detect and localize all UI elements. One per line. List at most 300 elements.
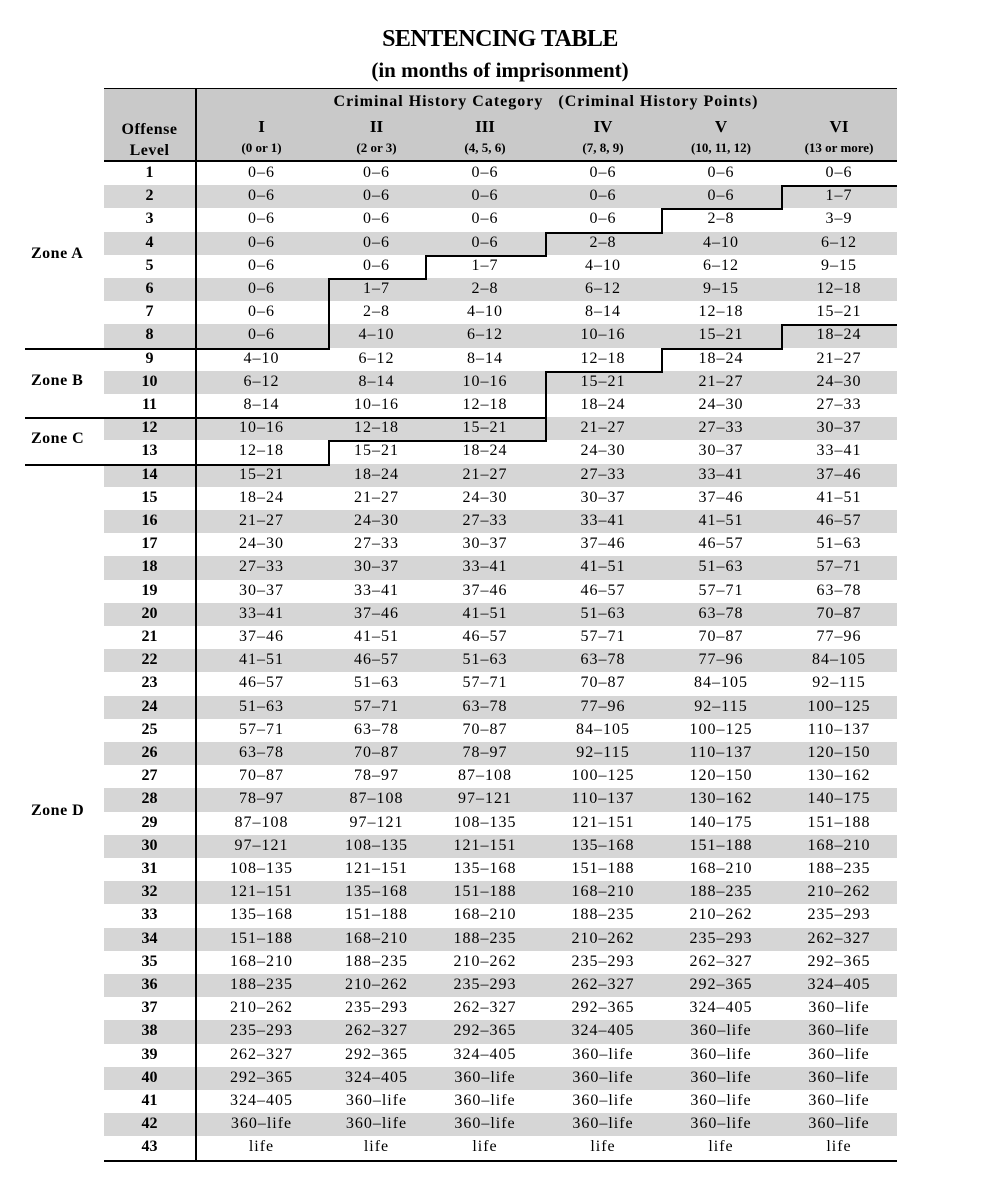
table-cell: 70–87 bbox=[462, 720, 508, 738]
table-cell: 18–24 bbox=[354, 465, 399, 483]
table-cell: 51–63 bbox=[239, 697, 284, 715]
offense-level: 22 bbox=[141, 651, 158, 669]
table-cell: 168–210 bbox=[689, 860, 753, 877]
zone-a-boundary-h bbox=[195, 348, 328, 350]
table-cell: 292–365 bbox=[453, 1022, 517, 1040]
table-cell: 188–235 bbox=[453, 929, 517, 947]
table-cell: 360–life bbox=[690, 1068, 752, 1086]
zone-label: Zone C bbox=[31, 430, 85, 447]
table-cell: 360–life bbox=[454, 1115, 516, 1133]
table-cell: 168–210 bbox=[345, 929, 408, 947]
table-cell: 292–365 bbox=[571, 999, 635, 1017]
table-cell: 360–life bbox=[572, 1068, 634, 1086]
zone-c-boundary-v bbox=[661, 348, 663, 373]
table-cell: 210–262 bbox=[453, 952, 517, 970]
zone-label: Zone A bbox=[31, 245, 84, 262]
table-cell: 292–365 bbox=[230, 1068, 293, 1086]
table-cell: 46–57 bbox=[580, 581, 626, 599]
table-cell: 51–63 bbox=[354, 674, 399, 692]
table-cell: 235–293 bbox=[230, 1022, 293, 1040]
table-cell: 78–97 bbox=[354, 767, 399, 785]
table-cell: 0–6 bbox=[471, 187, 499, 205]
table-cell: 12–18 bbox=[698, 303, 744, 321]
table-cell: 210–262 bbox=[689, 906, 753, 924]
table-cell: 0–6 bbox=[248, 256, 275, 274]
table-cell: life bbox=[826, 1138, 852, 1156]
table-cell: 188–235 bbox=[230, 976, 293, 993]
offense-level: 42 bbox=[141, 1115, 158, 1133]
offense-level: 14 bbox=[141, 465, 158, 483]
table-cell: 292–365 bbox=[345, 1045, 408, 1063]
offense-level: 12 bbox=[141, 419, 158, 437]
table-cell: 140–175 bbox=[689, 813, 753, 831]
zone-a-boundary-v bbox=[781, 185, 783, 210]
table-cell: 8–14 bbox=[585, 303, 621, 321]
table-cell: 27–33 bbox=[816, 396, 862, 413]
header-top-rule bbox=[104, 88, 897, 89]
table-cell: 140–175 bbox=[807, 790, 871, 808]
table-cell: 12–18 bbox=[354, 419, 399, 437]
table-cell: 15–21 bbox=[816, 303, 862, 321]
table-cell: 188–235 bbox=[571, 906, 635, 924]
table-cell: 324–405 bbox=[689, 999, 753, 1017]
table-cell: 360–life bbox=[690, 1115, 752, 1133]
table-cell: 120–150 bbox=[689, 767, 753, 785]
table-cell: life bbox=[363, 1138, 390, 1156]
table-cell: 87–108 bbox=[458, 767, 512, 785]
table-cell: 41–51 bbox=[816, 488, 862, 506]
table-cell: 27–33 bbox=[698, 419, 744, 437]
offense-level: 34 bbox=[141, 929, 158, 947]
table-cell: 37–46 bbox=[580, 535, 626, 553]
table-cell: 324–405 bbox=[453, 1045, 517, 1063]
table-cell: 0–6 bbox=[825, 164, 853, 181]
table-cell: 151–188 bbox=[453, 883, 517, 901]
page-title: SENTENCING TABLE bbox=[382, 26, 618, 52]
table-cell: 63–78 bbox=[462, 697, 508, 715]
table-cell: 0–6 bbox=[363, 256, 390, 274]
table-cell: 97–121 bbox=[234, 836, 289, 854]
table-cell: 0–6 bbox=[248, 280, 275, 297]
offense-level: 43 bbox=[141, 1138, 158, 1156]
table-cell: 100–125 bbox=[571, 767, 635, 785]
table-cell: 15–21 bbox=[698, 326, 744, 344]
table-cell: 262–327 bbox=[230, 1045, 293, 1063]
offense-level: 27 bbox=[141, 767, 158, 785]
table-cell: 188–235 bbox=[689, 883, 753, 901]
table-cell: 21–27 bbox=[462, 465, 508, 483]
zone-label: Zone B bbox=[31, 372, 84, 389]
offense-level: 10 bbox=[141, 372, 158, 390]
offense-level: 3 bbox=[145, 210, 154, 228]
offense-level: 4 bbox=[145, 233, 154, 251]
table-cell: 360–life bbox=[808, 1022, 870, 1040]
offense-level: 7 bbox=[145, 303, 154, 321]
table-cell: 41–51 bbox=[354, 628, 399, 645]
table-cell: life bbox=[248, 1138, 275, 1156]
zone-a-boundary-h bbox=[661, 208, 781, 210]
table-cell: 292–365 bbox=[807, 952, 871, 970]
zone-c-boundary-h bbox=[195, 464, 328, 466]
table-cell: 360–life bbox=[454, 1092, 516, 1109]
category-iii-label: III bbox=[475, 117, 495, 136]
table-cell: 63–78 bbox=[816, 581, 862, 599]
table-cell: 360–life bbox=[808, 1092, 870, 1109]
table-cell: 235–293 bbox=[807, 906, 871, 924]
table-cell: 235–293 bbox=[571, 952, 635, 970]
table-cell: 24–30 bbox=[354, 512, 399, 529]
table-cell: 151–188 bbox=[571, 860, 635, 877]
table-cell: 262–327 bbox=[807, 929, 871, 947]
table-cell: 0–6 bbox=[248, 210, 275, 228]
table-cell: 0–6 bbox=[471, 233, 499, 251]
zone-separator bbox=[25, 348, 195, 350]
table-cell: 121–151 bbox=[453, 836, 517, 854]
table-cell: 18–24 bbox=[816, 326, 862, 344]
offense-level: 23 bbox=[141, 674, 158, 692]
table-cell: 188–235 bbox=[345, 952, 408, 970]
table-cell: 12–18 bbox=[580, 349, 626, 367]
table-cell: 360–life bbox=[690, 1092, 752, 1109]
offense-level: 26 bbox=[141, 744, 158, 761]
table-cell: 97–121 bbox=[458, 790, 512, 808]
offense-level: 36 bbox=[141, 976, 158, 993]
table-cell: 4–10 bbox=[585, 256, 621, 274]
offense-level: 6 bbox=[145, 280, 154, 297]
zone-c-boundary-h bbox=[328, 440, 425, 442]
offense-level: 18 bbox=[141, 558, 158, 576]
table-cell: 262–327 bbox=[571, 976, 635, 993]
table-cell: 360–life bbox=[572, 1092, 634, 1109]
table-cell: 324–405 bbox=[807, 976, 871, 993]
table-cell: 110–137 bbox=[689, 744, 753, 761]
table-cell: 41–51 bbox=[580, 558, 626, 576]
table-cell: 9–15 bbox=[703, 280, 739, 297]
table-cell: 6–12 bbox=[821, 233, 857, 251]
table-cell: 15–21 bbox=[354, 442, 399, 460]
table-cell: 235–293 bbox=[453, 976, 517, 993]
table-cell: 0–6 bbox=[248, 303, 275, 321]
table-cell: 108–135 bbox=[453, 813, 517, 831]
table-cell: 6–12 bbox=[358, 349, 395, 367]
table-cell: 33–41 bbox=[239, 604, 284, 622]
category-vi-points: (13 or more) bbox=[804, 140, 874, 155]
table-cell: 360–life bbox=[808, 1068, 870, 1086]
table-cell: 6–12 bbox=[243, 372, 280, 390]
table-cell: 70–87 bbox=[816, 604, 862, 622]
table-cell: 4–10 bbox=[703, 233, 739, 251]
table-cell: 33–41 bbox=[698, 465, 744, 483]
category-iii-points: (4, 5, 6) bbox=[464, 140, 506, 155]
table-cell: 151–188 bbox=[807, 813, 871, 831]
offense-level: 2 bbox=[145, 187, 154, 205]
table-cell: 18–24 bbox=[580, 396, 626, 413]
table-cell: 30–37 bbox=[462, 535, 508, 553]
offense-level: 31 bbox=[141, 860, 158, 877]
offense-level: 19 bbox=[141, 581, 158, 599]
offense-level: 9 bbox=[145, 349, 154, 367]
table-cell: 70–87 bbox=[580, 674, 626, 692]
table-cell: 151–188 bbox=[230, 929, 293, 947]
table-cell: 100–125 bbox=[807, 697, 871, 715]
table-cell: 51–63 bbox=[462, 651, 508, 669]
page-subtitle: (in months of imprisonment) bbox=[371, 58, 629, 82]
table-cell: 9–15 bbox=[821, 256, 857, 274]
table-cell: 57–71 bbox=[462, 674, 508, 692]
table-cell: 360–life bbox=[690, 1045, 752, 1063]
table-cell: 92–115 bbox=[576, 744, 630, 761]
table-cell: 30–37 bbox=[239, 581, 284, 599]
zone-label: Zone D bbox=[31, 802, 85, 819]
table-cell: 360–life bbox=[345, 1092, 408, 1109]
offense-level: 28 bbox=[141, 790, 158, 808]
table-cell: 2–8 bbox=[589, 233, 617, 251]
table-cell: 70–87 bbox=[239, 767, 284, 785]
table-cell: 360–life bbox=[808, 1115, 870, 1133]
table-cell: 37–46 bbox=[354, 604, 399, 622]
table-cell: 360–life bbox=[345, 1115, 408, 1133]
offense-level: 5 bbox=[145, 256, 154, 274]
table-cell: 4–10 bbox=[467, 303, 503, 321]
table-cell: 0–6 bbox=[471, 210, 499, 228]
table-cell: 27–33 bbox=[239, 558, 284, 576]
table-cell: 235–293 bbox=[345, 999, 408, 1017]
table-cell: 41–51 bbox=[698, 512, 744, 529]
table-cell: 120–150 bbox=[807, 744, 871, 761]
table-cell: 51–63 bbox=[580, 604, 626, 622]
offense-level: 1 bbox=[145, 164, 154, 181]
table-cell: 108–135 bbox=[345, 836, 408, 854]
zone-b-boundary-h bbox=[195, 417, 328, 419]
table-cell: life bbox=[708, 1138, 734, 1156]
table-cell: 12–18 bbox=[462, 396, 508, 413]
table-cell: 57–71 bbox=[580, 628, 626, 645]
table-cell: 27–33 bbox=[462, 512, 508, 529]
table-cell: 324–405 bbox=[230, 1092, 293, 1109]
offense-level: 33 bbox=[141, 906, 158, 924]
offense-level: 32 bbox=[141, 883, 158, 901]
table-cell: 18–24 bbox=[462, 442, 508, 460]
zone-c-boundary-h bbox=[661, 348, 781, 350]
table-cell: 262–327 bbox=[453, 999, 517, 1017]
table-cell: 46–57 bbox=[816, 512, 862, 529]
table-cell: 10–16 bbox=[239, 419, 284, 437]
table-cell: 24–30 bbox=[462, 488, 508, 506]
table-cell: 0–6 bbox=[471, 164, 499, 181]
table-cell: 3–9 bbox=[825, 210, 853, 228]
table-cell: 121–151 bbox=[230, 883, 293, 901]
table-cell: 8–14 bbox=[467, 349, 503, 367]
table-cell: 324–405 bbox=[571, 1022, 635, 1040]
table-cell: 77–96 bbox=[816, 628, 862, 645]
zone-a-boundary-v bbox=[661, 208, 663, 234]
table-cell: 57–71 bbox=[816, 558, 862, 576]
category-ii-label: II bbox=[369, 117, 384, 136]
table-cell: 135–168 bbox=[453, 860, 517, 877]
table-cell: 135–168 bbox=[230, 906, 293, 924]
table-cell: 100–125 bbox=[689, 720, 753, 738]
offense-level: 11 bbox=[141, 396, 158, 413]
table-cell: 70–87 bbox=[354, 744, 399, 761]
table-cell: 21–27 bbox=[698, 372, 744, 390]
table-cell: 63–78 bbox=[239, 744, 284, 761]
level-column-rule bbox=[195, 89, 197, 1160]
table-cell: 1–7 bbox=[471, 256, 499, 274]
table-cell: 168–210 bbox=[807, 836, 871, 854]
table-cell: 121–151 bbox=[345, 860, 408, 877]
table-cell: 57–71 bbox=[698, 581, 744, 599]
offense-level: 24 bbox=[141, 697, 158, 715]
zone-a-boundary-h bbox=[545, 232, 661, 234]
table-cell: 110–137 bbox=[807, 720, 871, 738]
table-cell: 21–27 bbox=[354, 488, 399, 506]
table-cell: 10–16 bbox=[354, 396, 399, 413]
table-cell: 46–57 bbox=[354, 651, 399, 669]
table-cell: 33–41 bbox=[354, 581, 399, 599]
offense-level: 20 bbox=[141, 604, 158, 622]
table-cell: 360–life bbox=[454, 1068, 516, 1086]
table-cell: 78–97 bbox=[462, 744, 508, 761]
table-cell: 92–115 bbox=[812, 674, 866, 692]
table-cell: 360–life bbox=[572, 1045, 634, 1063]
table-cell: 8–14 bbox=[243, 396, 280, 413]
table-cell: 151–188 bbox=[345, 906, 408, 924]
table-cell: 6–12 bbox=[703, 256, 739, 274]
table-cell: 188–235 bbox=[807, 860, 871, 877]
category-ii-points: (2 or 3) bbox=[356, 140, 397, 155]
zone-a-boundary-h bbox=[781, 185, 897, 187]
table-cell: 168–210 bbox=[453, 906, 517, 924]
zone-a-boundary-h bbox=[425, 255, 545, 257]
table-cell: 0–6 bbox=[707, 164, 735, 181]
table-cell: 235–293 bbox=[689, 929, 753, 947]
table-cell: 84–105 bbox=[694, 674, 748, 692]
header-bottom-rule bbox=[104, 160, 897, 162]
table-cell: 262–327 bbox=[689, 952, 753, 970]
offense-level: 8 bbox=[145, 326, 154, 344]
zone-c-boundary-h bbox=[781, 324, 897, 326]
table-cell: 262–327 bbox=[345, 1022, 408, 1040]
table-cell: 84–105 bbox=[812, 651, 866, 669]
criminal-history-header: Criminal History Category (Criminal History Points) bbox=[333, 93, 759, 110]
offense-level: 29 bbox=[141, 813, 158, 831]
table-cell: 4–10 bbox=[358, 326, 395, 344]
offense-level: 21 bbox=[141, 628, 158, 645]
table-cell: 37–46 bbox=[239, 628, 284, 645]
table-cell: 51–63 bbox=[698, 558, 744, 576]
table-cell: 41–51 bbox=[239, 651, 284, 669]
offense-level: 35 bbox=[141, 952, 158, 970]
table-cell: 0–6 bbox=[248, 187, 275, 205]
offense-level: 37 bbox=[141, 999, 158, 1017]
table-cell: 10–16 bbox=[580, 326, 626, 344]
table-cell: 135–168 bbox=[345, 883, 408, 901]
offense-level: 17 bbox=[141, 535, 158, 553]
table-cell: 0–6 bbox=[363, 187, 390, 205]
zone-a-boundary-v bbox=[545, 232, 547, 257]
table-cell: 46–57 bbox=[239, 674, 284, 692]
table-cell: 151–188 bbox=[689, 836, 753, 854]
table-cell: 78–97 bbox=[239, 790, 284, 808]
table-cell: 63–78 bbox=[698, 604, 744, 622]
offense-level: 13 bbox=[141, 442, 158, 460]
table-cell: 1–7 bbox=[363, 280, 390, 297]
table-cell: 24–30 bbox=[816, 372, 862, 390]
table-cell: 135–168 bbox=[571, 836, 635, 854]
table-cell: 0–6 bbox=[589, 187, 617, 205]
table-cell: 2–8 bbox=[471, 280, 499, 297]
table-cell: 21–27 bbox=[239, 512, 284, 529]
category-v-label: V bbox=[714, 117, 728, 136]
table-cell: 87–108 bbox=[234, 813, 289, 831]
table-cell: 37–46 bbox=[462, 581, 508, 599]
table-cell: 12–18 bbox=[239, 442, 284, 460]
table-cell: 92–115 bbox=[694, 697, 748, 715]
table-cell: life bbox=[472, 1138, 498, 1156]
table-cell: 10–16 bbox=[462, 372, 508, 390]
table-cell: 121–151 bbox=[571, 813, 635, 831]
table-cell: 0–6 bbox=[248, 233, 275, 251]
table-cell: 33–41 bbox=[580, 512, 626, 529]
table-cell: 0–6 bbox=[707, 187, 735, 205]
table-cell: 0–6 bbox=[363, 233, 390, 251]
zone-a-boundary-v bbox=[328, 278, 330, 350]
zone-c-boundary-h bbox=[425, 440, 545, 442]
category-vi-label: VI bbox=[829, 117, 849, 136]
table-cell: 27–33 bbox=[580, 465, 626, 483]
offense-level: 30 bbox=[141, 836, 158, 854]
offense-level: 40 bbox=[141, 1068, 158, 1086]
zone-c-boundary-v bbox=[781, 324, 783, 350]
table-cell: 24–30 bbox=[239, 535, 284, 553]
table-cell: 30–37 bbox=[354, 558, 399, 576]
offense-level: 38 bbox=[141, 1022, 158, 1040]
table-cell: 2–8 bbox=[363, 303, 390, 321]
table-cell: 46–57 bbox=[462, 628, 508, 645]
table-cell: 1–7 bbox=[825, 187, 853, 205]
table-cell: 210–262 bbox=[345, 976, 408, 993]
table-cell: 360–life bbox=[572, 1115, 634, 1133]
table-cell: 97–121 bbox=[349, 813, 404, 831]
offense-level: 15 bbox=[141, 488, 158, 506]
table-cell: 15–21 bbox=[462, 419, 508, 437]
table-cell: 30–37 bbox=[698, 442, 744, 460]
table-cell: 0–6 bbox=[248, 164, 275, 181]
table-cell: 33–41 bbox=[462, 558, 508, 576]
table-cell: 33–41 bbox=[816, 442, 862, 460]
table-cell: 77–96 bbox=[698, 651, 744, 669]
table-cell: 51–63 bbox=[816, 535, 862, 553]
offense-level-header: Offense Level bbox=[121, 121, 178, 159]
table-cell: 108–135 bbox=[230, 860, 293, 877]
zone-c-boundary-v bbox=[545, 371, 547, 442]
table-cell: 18–24 bbox=[239, 488, 284, 506]
table-cell: 0–6 bbox=[248, 326, 275, 344]
table-cell: 8–14 bbox=[358, 372, 395, 390]
table-cell: 12–18 bbox=[816, 280, 862, 297]
table-cell: 130–162 bbox=[689, 790, 753, 808]
table-cell: 360–life bbox=[808, 1045, 870, 1063]
table-cell: 63–78 bbox=[354, 720, 399, 738]
zone-a-boundary-v bbox=[425, 255, 427, 280]
table-cell: 41–51 bbox=[462, 604, 508, 622]
table-cell: 4–10 bbox=[243, 349, 280, 367]
zone-b-boundary-h bbox=[328, 417, 425, 419]
table-cell: 37–46 bbox=[698, 488, 744, 506]
table-cell: 210–262 bbox=[807, 883, 871, 901]
zone-a-boundary-h bbox=[328, 278, 425, 280]
table-cell: 360–life bbox=[808, 999, 870, 1017]
